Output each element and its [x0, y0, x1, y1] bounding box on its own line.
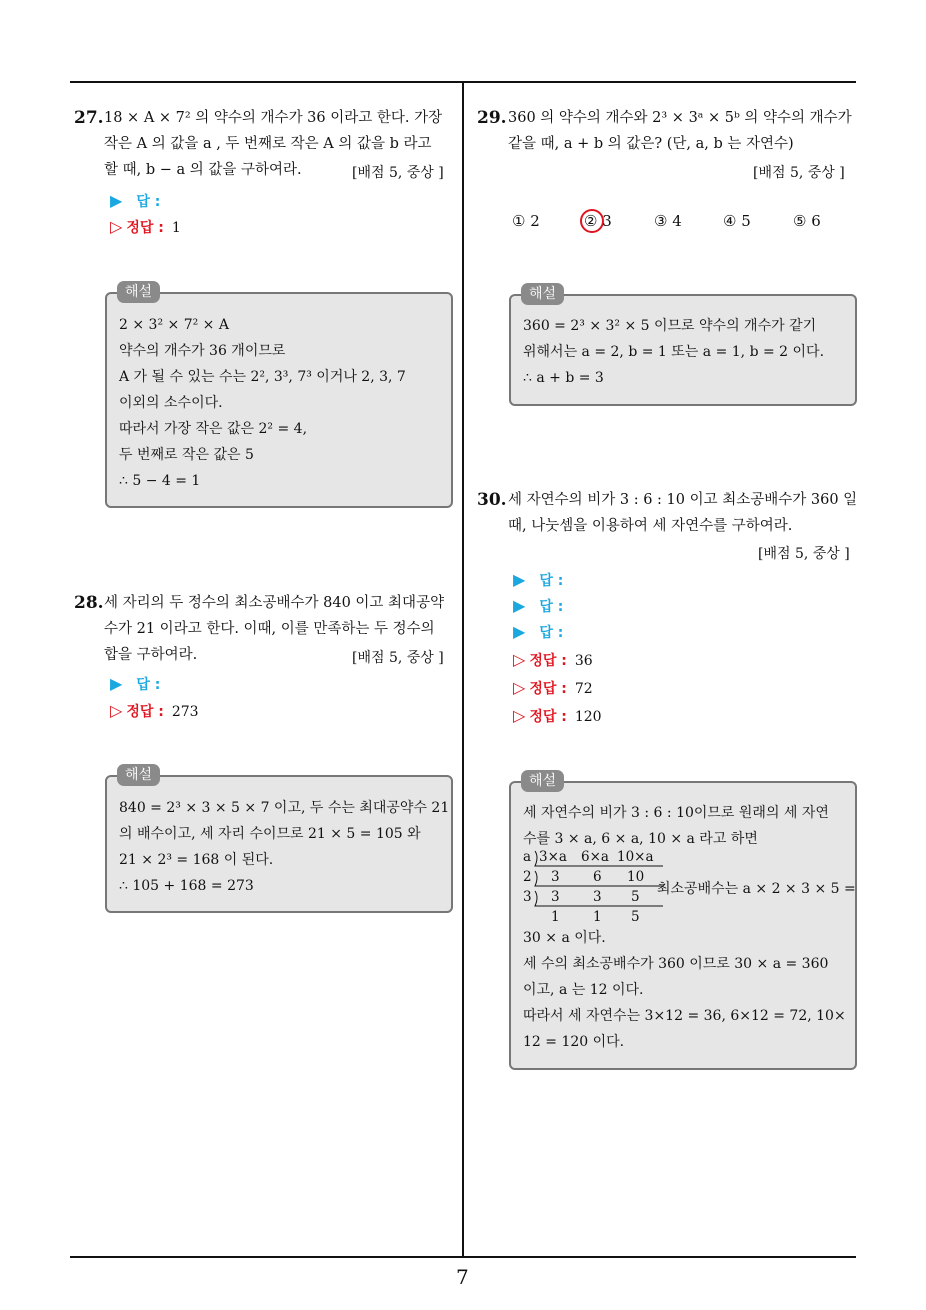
division-bracket-lines — [523, 849, 673, 929]
answer-label: 답 : — [539, 599, 564, 615]
division-divisor: 3 — [523, 889, 532, 905]
division-cell: 5 — [631, 889, 640, 905]
solution-line: 수를 3 × a, 6 × a, 10 × a 라고 하면 — [523, 831, 758, 847]
correct-answer-row — [513, 678, 593, 698]
correct-value: 72 — [574, 681, 593, 697]
answer-label: 답 : — [136, 194, 161, 210]
division-cell: 10×a — [617, 849, 654, 865]
question-text-line: 수가 21 이라고 한다. 이때, 이를 만족하는 두 정수의 — [104, 621, 435, 637]
answer-triangle-icon: ▶ — [513, 570, 526, 589]
solution-line: 따라서 세 자연수는 3×12 = 36, 6×12 = 72, 10× — [523, 1008, 846, 1024]
solution-box — [509, 781, 857, 1070]
question-text-line: 합을 구하여라. — [104, 647, 198, 663]
column-divider — [462, 81, 464, 1257]
correct-triangle-icon: ▷ — [513, 706, 526, 725]
correct-answer-row — [513, 706, 602, 726]
correct-value: 120 — [574, 709, 602, 725]
division-cell: 3×a — [539, 849, 567, 865]
answer-triangle-icon: ▶ — [513, 596, 526, 615]
choice-3[interactable]: ③ 4 — [654, 212, 682, 230]
choice-1[interactable]: ① 2 — [512, 212, 540, 230]
correct-answer-row — [110, 701, 199, 721]
score-difficulty: [배점 5, 중상 ] — [753, 165, 845, 181]
solution-tag: 해설 — [521, 770, 564, 792]
answer-label: 답 : — [136, 677, 161, 693]
answer-row — [110, 191, 160, 211]
question-text-line: 18 × A × 7² 의 약수의 개수가 36 이라고 한다. 가장 — [104, 110, 443, 126]
division-cell: 6 — [593, 869, 602, 885]
solution-tag: 해설 — [117, 764, 160, 786]
correct-value: 1 — [171, 220, 181, 236]
solution-line: 12 = 120 이다. — [523, 1034, 625, 1050]
correct-label: 정답 : — [529, 681, 567, 697]
question-number: 30. — [477, 490, 507, 510]
correct-value: 273 — [171, 704, 199, 720]
correct-answer-row — [513, 650, 593, 670]
division-cell: 5 — [631, 909, 640, 925]
question-text-line: 같을 때, a + b 의 값은? (단, a, b 는 자연수) — [508, 136, 794, 152]
division-side-note: 최소공배수는 a × 2 × 3 × 5 = — [657, 881, 856, 897]
choice-5[interactable]: ⑤ 6 — [793, 212, 821, 230]
correct-value: 36 — [574, 653, 593, 669]
answer-triangle-icon: ▶ — [110, 674, 123, 693]
answer-triangle-icon: ▶ — [513, 622, 526, 641]
answer-label: 답 : — [539, 625, 564, 641]
solution-line: 2 × 3² × 7² × A — [119, 317, 229, 333]
division-divisor: a — [523, 849, 532, 865]
division-cell: 1 — [593, 909, 602, 925]
answer-triangle-icon: ▶ — [110, 191, 123, 210]
correct-triangle-icon: ▷ — [110, 701, 123, 720]
division-cell: 3 — [551, 889, 560, 905]
division-divisor: 2 — [523, 869, 532, 885]
solution-line: ∴ 5 − 4 = 1 — [119, 473, 201, 489]
solution-box — [509, 294, 857, 406]
answer-row — [513, 596, 563, 616]
question-text-line: 세 자리의 두 정수의 최소공배수가 840 이고 최대공약 — [104, 595, 445, 611]
division-cell: 1 — [551, 909, 560, 925]
page-number: 7 — [456, 1265, 469, 1289]
division-cell: 3 — [551, 869, 560, 885]
solution-tag: 해설 — [521, 283, 564, 305]
solution-line: 세 자연수의 비가 3 : 6 : 10이므로 원래의 세 자연 — [523, 805, 829, 821]
solution-line: 세 수의 최소공배수가 360 이므로 30 × a = 360 — [523, 956, 829, 972]
solution-line: 이고, a 는 12 이다. — [523, 982, 644, 998]
solution-box — [105, 292, 453, 508]
solution-line: 따라서 가장 작은 값은 2² = 4, — [119, 421, 308, 437]
solution-line: 이외의 소수이다. — [119, 395, 223, 411]
correct-label: 정답 : — [529, 653, 567, 669]
question-number: 29. — [477, 108, 507, 128]
correct-label: 정답 : — [529, 709, 567, 725]
correct-triangle-icon: ▷ — [513, 650, 526, 669]
question-text-line: 작은 A 의 값을 a , 두 번째로 작은 A 의 값을 b 라고 — [104, 136, 432, 152]
answer-row — [513, 622, 563, 642]
question-text-line: 360 의 약수의 개수와 2³ × 3ᵃ × 5ᵇ 의 약수의 개수가 — [508, 110, 852, 126]
choice-4[interactable]: ④ 5 — [723, 212, 751, 230]
solution-line: A 가 될 수 있는 수는 2², 3³, 7³ 이거나 2, 3, 7 — [119, 369, 406, 385]
division-cell: 3 — [593, 889, 602, 905]
question-number: 28. — [74, 593, 104, 613]
solution-line: 의 배수이고, 세 자리 수이므로 21 × 5 = 105 와 — [119, 826, 421, 842]
solution-line: 360 = 2³ × 3² × 5 이므로 약수의 개수가 같기 — [523, 318, 817, 334]
question-number: 27. — [74, 108, 104, 128]
question-text-line: 할 때, b − a 의 값을 구하여라. — [104, 162, 302, 178]
correct-label: 정답 : — [126, 220, 164, 236]
answer-label: 답 : — [539, 573, 564, 589]
score-difficulty: [배점 5, 중상 ] — [352, 650, 444, 666]
question-text-line: 때, 나눗셈을 이용하여 세 자연수를 구하여라. — [508, 518, 793, 534]
correct-label: 정답 : — [126, 704, 164, 720]
choice-2[interactable]: ② 3 — [584, 212, 612, 230]
bottom-rule — [70, 1256, 856, 1258]
score-difficulty: [배점 5, 중상 ] — [758, 546, 850, 562]
ladder-division — [523, 849, 673, 929]
solution-line: 21 × 2³ = 168 이 된다. — [119, 852, 274, 868]
solution-box — [105, 775, 453, 913]
correct-answer-row — [110, 217, 181, 237]
solution-line: 위해서는 a = 2, b = 1 또는 a = 1, b = 2 이다. — [523, 344, 825, 360]
answer-row — [513, 570, 563, 590]
answer-row — [110, 674, 160, 694]
solution-tag: 해설 — [117, 281, 160, 303]
correct-triangle-icon: ▷ — [513, 678, 526, 697]
question-text-line: 세 자연수의 비가 3 : 6 : 10 이고 최소공배수가 360 일 — [508, 492, 858, 508]
solution-line: ∴ 105 + 168 = 273 — [119, 878, 254, 894]
solution-line: 두 번째로 작은 값은 5 — [119, 447, 254, 463]
solution-line: 약수의 개수가 36 개이므로 — [119, 343, 286, 359]
solution-line: ∴ a + b = 3 — [523, 370, 604, 386]
solution-line: 30 × a 이다. — [523, 930, 606, 946]
division-cell: 10 — [627, 869, 645, 885]
score-difficulty: [배점 5, 중상 ] — [352, 165, 444, 181]
solution-line: 840 = 2³ × 3 × 5 × 7 이고, 두 수는 최대공약수 21 — [119, 800, 450, 816]
correct-triangle-icon: ▷ — [110, 217, 123, 236]
division-cell: 6×a — [581, 849, 609, 865]
